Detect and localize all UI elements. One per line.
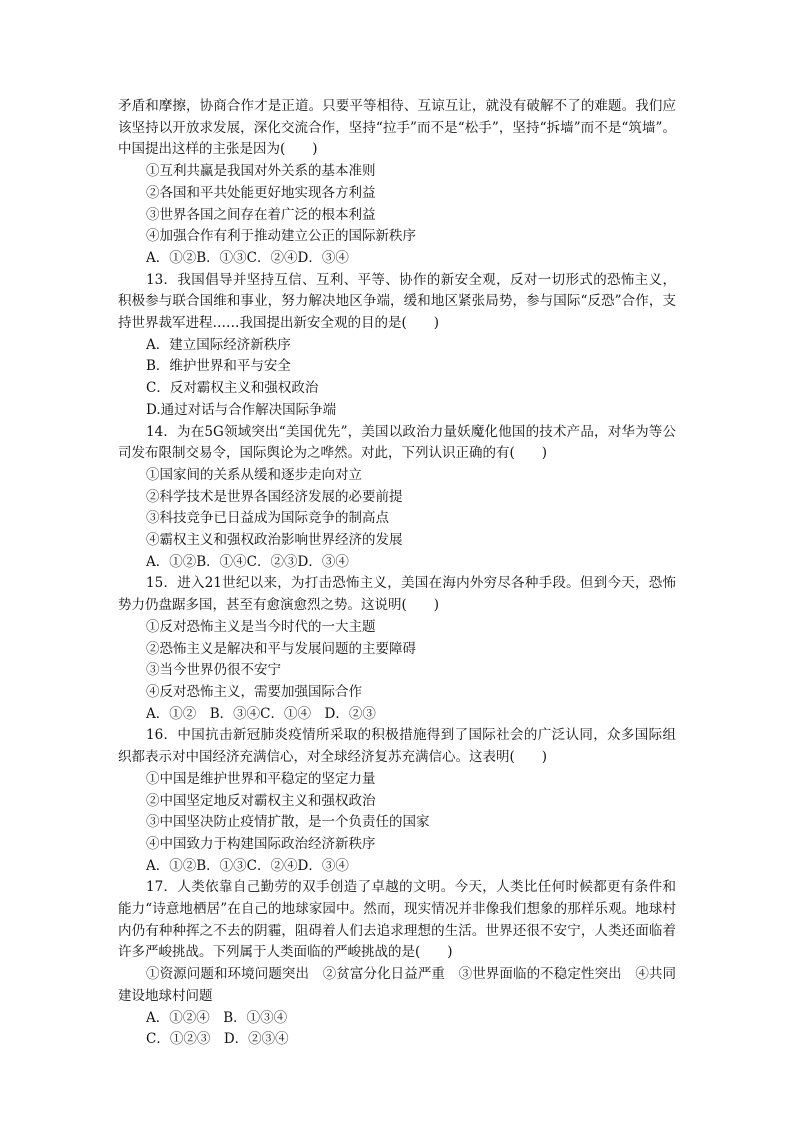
option-item: ②恐怖主义是解决和平与发展问题的主要障碍 [146, 640, 416, 657]
option-item: C．反对霸权主义和强权政治 [146, 380, 319, 397]
option-item: ②各国和平共处能更好地实现各方利益 [146, 184, 376, 201]
option-item: A．建立国际经济新秩序 [146, 336, 291, 353]
option-item: ①互利共赢是我国对外关系的基本准则 [146, 163, 376, 180]
answer-choices: A．①②B．①③C．②④D．③④ [146, 249, 349, 266]
question-12 [118, 96, 676, 270]
answer-choices: A．①②④ B．①③④ [146, 1009, 288, 1026]
question-13 [118, 270, 676, 422]
question-stem: 17．人类依靠自己勤劳的双手创造了卓越的文明。今天，人类比任何时候都更有条件和能力“诗意地栖居”在自己的地球家园中。然而，现实情况并非像我们想象的那样乐观。地球村内仍有种种挥之不去的阴霾，阻碍着人们去追求理想的生活。世界还很不安宁，人类还面临着许多严峻挑战。下列属于人类面临的严峻挑战的是( ) [118, 879, 676, 961]
option-item: ④中国致力于构建国际政治经济新秩序 [146, 835, 376, 852]
question-14 [118, 422, 676, 574]
option-item: ②科学技术是世界各国经济发展的必要前提 [146, 488, 403, 505]
answer-choices: A．①②B．①③C．②④D．③④ [146, 857, 349, 874]
question-stem: 14．为在5G领域突出“美国优先”，美国以政治力量妖魔化他国的技术产品，对华为等公司发布限制交易令，国际舆论为之哗然。对此，下列认识正确的有( ) [118, 423, 676, 462]
document-page [118, 96, 676, 1051]
option-item: ②中国坚定地反对霸权主义和强权政治 [146, 792, 376, 809]
question-stem: 矛盾和摩擦，协商合作才是正道。只要平等相待、互谅互让，就没有破解不了的难题。我们应该坚持以开放求发展，深化交流合作，坚持“拉手”而不是“松手”，坚持“拆墙”而不是“筑墙”。中国提出这样的主张是因为( ) [118, 98, 676, 158]
option-item: ③世界各国之间存在着广泛的根本利益 [146, 206, 376, 223]
option-item: ①国家间的关系从缓和逐步走向对立 [146, 466, 362, 483]
answer-choices: A．①②B．①④C．②③D．③④ [146, 553, 349, 570]
option-item: ④反对恐怖主义，需要加强国际合作 [146, 683, 362, 700]
option-item: ③中国坚决防止疫情扩散，是一个负责任的国家 [146, 814, 430, 831]
question-stem: 13．我国倡导并坚持互信、互利、平等、协作的新安全观，反对一切形式的恐怖主义，积极参与联合国维和事业，努力解决地区争端，缓和地区紧张局势，参与国际“反恐”合作，支持世界裁军进程……我国提出新安全观的目的是( ) [118, 271, 676, 332]
question-stem: 16．中国抗击新冠肺炎疫情所采取的积极措施得到了国际社会的广泛认同，众多国际组织都表示对中国经济充满信心，对全球经济复苏充满信心。这表明( ) [118, 727, 676, 766]
statement-list: ①资源问题和环境问题突出 ②贫富分化日益严重 ③世界面临的不稳定性突出 ④共同建设地球村问题 [118, 966, 676, 1004]
question-stem: 15．进入21世纪以来，为打击恐怖主义，美国在海内外穷尽各种手段。但到今天，恐怖势力仍盘踞多国，甚至有愈演愈烈之势。这说明( ) [118, 575, 676, 614]
option-item: ③当今世界仍很不安宁 [146, 662, 281, 679]
option-item: ③科技竞争已日益成为国际竞争的制高点 [146, 510, 389, 527]
question-17 [118, 877, 676, 1051]
question-16 [118, 725, 676, 877]
option-item: ④霸权主义和强权政治影响世界经济的发展 [146, 532, 403, 549]
option-item: B．维护世界和平与安全 [146, 358, 291, 375]
answer-choices: A．①② B．③④C．①④ D．②③ [146, 705, 376, 722]
option-item: ①中国是维护世界和平稳定的坚定力量 [146, 770, 376, 787]
option-item: D.通过对话与合作解决国际争端 [146, 401, 337, 418]
option-item: ①反对恐怖主义是当今时代的一大主题 [146, 618, 376, 635]
option-item: ④加强合作有利于推动建立公正的国际新秩序 [146, 228, 416, 245]
answer-choices: C．①②③ D．②③④ [146, 1031, 289, 1048]
question-15 [118, 573, 676, 725]
